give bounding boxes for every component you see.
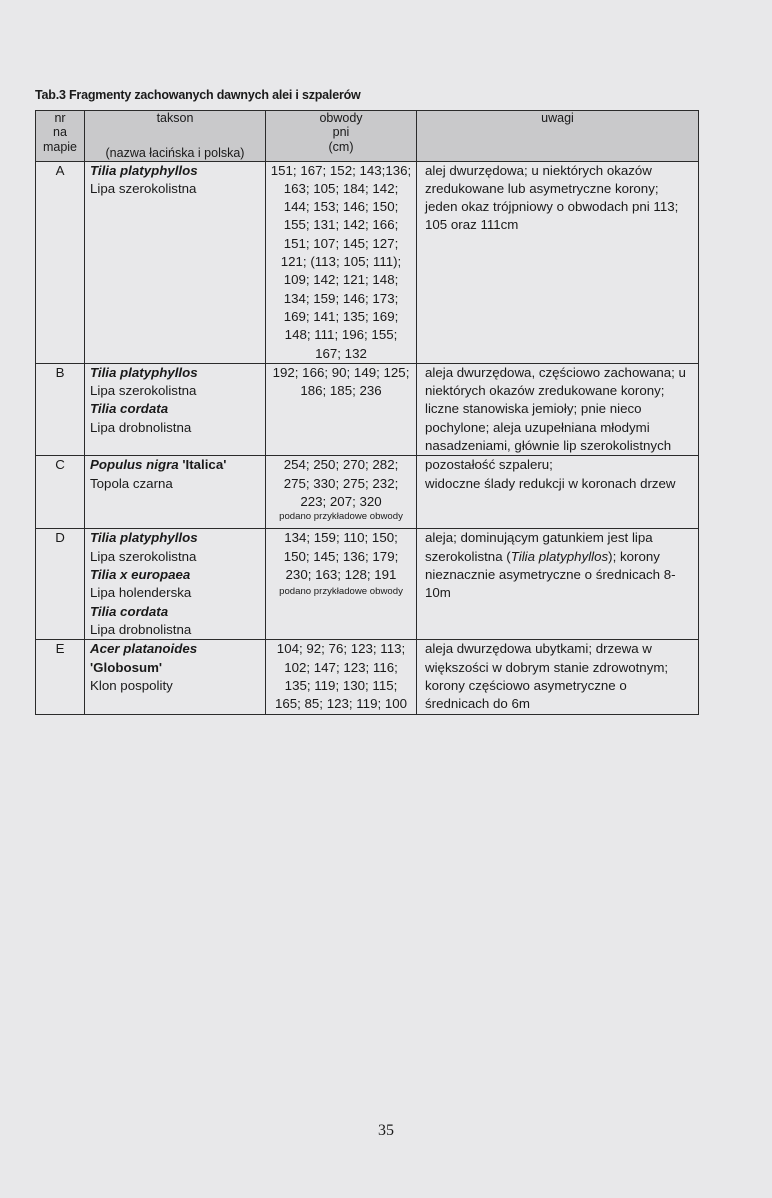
uwagi-line: widoczne ślady redukcji w koronach drzew — [425, 475, 676, 491]
row-taxa — [85, 161, 266, 363]
row-taxa — [85, 529, 266, 640]
uwagi-line: średnicach do 6m — [425, 696, 530, 712]
obwody-note: podano przykładowe obwody — [279, 586, 403, 598]
row-obwody — [266, 363, 417, 455]
table-row — [36, 640, 699, 714]
row-nr: B — [36, 363, 85, 455]
row-nr: C — [36, 456, 85, 529]
taxon-polish: Lipa drobnolistna — [90, 419, 192, 435]
uwagi-latin: Tilia platyphyllos — [510, 548, 609, 564]
row-taxa — [85, 640, 266, 714]
obwody-line: 155; 131; 142; 166; — [283, 217, 399, 233]
obwody-line: 102; 147; 123; 116; — [284, 659, 398, 675]
obwody-line: 148; 111; 196; 155; — [284, 327, 398, 343]
row-obwody — [266, 161, 417, 363]
header-obwody — [266, 111, 417, 162]
taxon-polish: Lipa szerokolistna — [90, 383, 197, 399]
uwagi-line: alej dwurzędowa; u niektórych okazów — [425, 162, 652, 178]
row-uwagi — [417, 363, 699, 455]
table-row — [36, 161, 699, 363]
taxon-polish: Lipa szerokolistna — [90, 180, 197, 196]
taxon-latin: Tilia platyphyllos — [90, 162, 198, 178]
header-nr — [36, 111, 85, 162]
uwagi-line: pochylone; aleja uzupełniana młodymi — [425, 419, 650, 435]
row-obwody — [266, 529, 417, 640]
obwody-line: 192; 166; 90; 149; 125; — [272, 364, 410, 380]
row-taxa — [85, 456, 266, 529]
uwagi-line: pozostałość szpaleru; — [425, 457, 553, 473]
taxon-polish: Lipa szerokolistna — [90, 548, 197, 564]
row-nr: A — [36, 161, 85, 363]
header-nr-line: na — [53, 125, 67, 140]
table-header-row — [36, 111, 699, 162]
obwody-note: podano przykładowe obwody — [279, 511, 403, 523]
obwody-line: 151; 167; 152; 143;136; — [270, 162, 412, 178]
header-obwody-line: pni — [332, 125, 350, 140]
taxon-latin: Tilia cordata — [90, 401, 169, 417]
uwagi-line — [425, 548, 694, 566]
uwagi-line: większości w dobrym stanie zdrowotnym; — [425, 659, 669, 675]
row-nr: D — [36, 529, 85, 640]
header-takson — [85, 111, 266, 162]
row-uwagi — [417, 161, 699, 363]
page-number: 35 — [378, 1122, 394, 1139]
obwody-line: 121; (113; 105; 111); — [280, 254, 402, 270]
taxon-cultivar: 'Globosum' — [90, 659, 163, 675]
obwody-line: 150; 145; 136; 179; — [283, 548, 399, 564]
obwody-line: 254; 250; 270; 282; — [283, 457, 399, 473]
table-row — [36, 456, 699, 529]
uwagi-text: szerokolistna ( — [425, 548, 511, 564]
row-obwody — [266, 640, 417, 714]
table-row — [36, 529, 699, 640]
taxon-latin: Tilia platyphyllos — [90, 364, 198, 380]
avenues-table — [35, 110, 699, 715]
table-row — [36, 363, 699, 455]
taxon-latin — [90, 456, 265, 474]
obwody-line: 186; 185; 236 — [300, 383, 382, 399]
obwody-line: 135; 119; 130; 115; — [284, 677, 398, 693]
taxon-latin: Acer platanoides — [90, 641, 198, 657]
obwody-line: 134; 159; 110; 150; — [284, 530, 398, 546]
taxon-polish: Topola czarna — [90, 475, 173, 491]
uwagi-line: aleja dwurzędowa ubytkami; drzewa w — [425, 641, 652, 657]
uwagi-text: ); korony — [608, 548, 660, 564]
obwody-line: 109; 142; 121; 148; — [283, 272, 399, 288]
uwagi-line: 10m — [425, 585, 451, 601]
uwagi-line: nasadzeniami, głównie lip szerokolistnych — [425, 438, 672, 454]
obwody-line: 151; 107; 145; 127; — [283, 235, 399, 251]
row-uwagi — [417, 456, 699, 529]
header-obwody-line: (cm) — [328, 139, 354, 154]
obwody-line: 167; 132 — [315, 345, 367, 361]
taxon-polish: Lipa drobnolistna — [90, 621, 192, 637]
obwody-line: 165; 85; 123; 119; 100 — [274, 696, 408, 712]
row-obwody — [266, 456, 417, 529]
obwody-line: 230; 163; 128; 191 — [285, 566, 397, 582]
obwody-line: 163; 105; 184; 142; — [283, 180, 399, 196]
taxon-polish: Lipa holenderska — [90, 585, 192, 601]
uwagi-line: aleja dwurzędowa, częściowo zachowana; u — [425, 364, 686, 380]
header-takson-title: takson — [156, 111, 194, 125]
obwody-line: 169; 141; 135; 169; — [283, 308, 399, 324]
row-uwagi — [417, 529, 699, 640]
taxon-polish: Klon pospolity — [90, 677, 173, 693]
header-uwagi: uwagi — [417, 111, 699, 162]
uwagi-line: niektórych okazów zredukowane korony; — [425, 383, 665, 399]
uwagi-line: aleja; dominującym gatunkiem jest lipa — [425, 530, 653, 546]
taxon-latin: Tilia x europaea — [90, 566, 191, 582]
header-obwody-line: obwody — [319, 111, 363, 125]
taxon-latin: Tilia platyphyllos — [90, 530, 198, 546]
taxon-latin: Tilia cordata — [90, 603, 169, 619]
header-nr-line: mapie — [42, 139, 78, 154]
taxon-latin-name: Populus nigra — [90, 457, 179, 473]
uwagi-line: 105 oraz 111cm — [425, 217, 519, 233]
obwody-line: 275; 330; 275; 232; — [283, 475, 399, 491]
uwagi-line: nieznacznie asymetryczne o średnicach 8- — [425, 566, 676, 582]
row-taxa — [85, 363, 266, 455]
obwody-line: 223; 207; 320 — [300, 493, 382, 509]
uwagi-line: liczne stanowiska jemioły; pnie nieco — [425, 401, 642, 417]
obwody-line: 134; 159; 146; 173; — [283, 290, 399, 306]
uwagi-line: zredukowane lub asymetryczne korony; — [425, 180, 659, 196]
obwody-line: 144; 153; 146; 150; — [283, 199, 399, 215]
taxon-cultivar: 'Italica' — [182, 457, 227, 473]
header-nr-line: nr — [54, 111, 66, 125]
header-takson-subtitle: (nazwa łacińska i polska) — [105, 146, 245, 161]
uwagi-line: korony częściowo asymetryczne o — [425, 677, 627, 693]
row-uwagi — [417, 640, 699, 714]
obwody-line: 104; 92; 76; 123; 113; — [276, 641, 406, 657]
row-nr: E — [36, 640, 85, 714]
table-caption: Tab.3 Fragmenty zachowanych dawnych alei i szpalerów — [35, 88, 361, 102]
uwagi-line: jeden okaz trójpniowy o obwodach pni 113; — [425, 199, 679, 215]
